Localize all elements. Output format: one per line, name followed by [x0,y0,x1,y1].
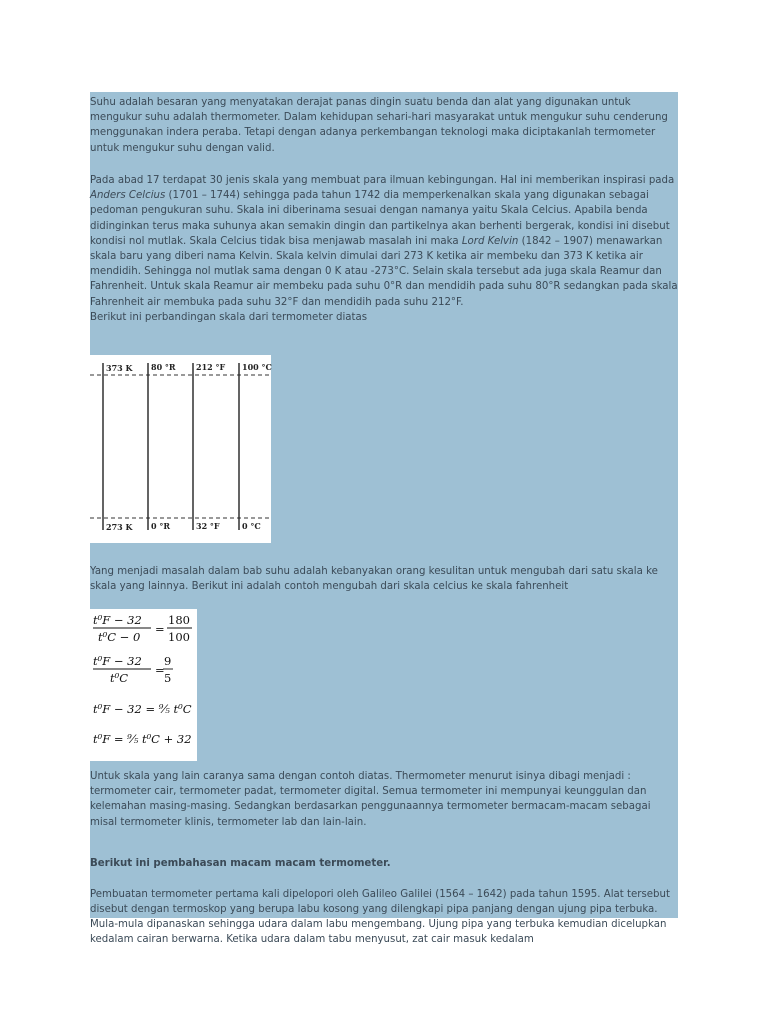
scale-bottom-reamur: 0 °R [151,521,170,531]
document-page [90,92,678,946]
galileo-text: Pembuatan termometer pertama kali dipelopori oleh Galileo Galilei (1564 – 1642) pada tahun 1595. Alat tersebut disebut dengan termoskop yang berupa labu kosong yang dilengkapi pipa panjang dengan ujung pipa terbuka. Mula-mula dipanaskan sehingga udara dalam labu mengembang. Ujung pipa yang terbuka kemudian dicelupkan kedalam cairan berwarna. Ketika udara dalam tabu menyusut, zat cair masuk kedalam [90,888,670,946]
formula-line4: t⁰F = ⁹⁄₅ t⁰C + 32 [93,732,192,746]
formula-line2-num: t⁰F − 32 [93,654,142,668]
history-text-d: Berikut ini perbandingan skala dari termometer diatas [90,311,368,323]
scale-top-kelvin: 373 K [106,363,133,373]
paragraph-galileo [90,841,680,963]
scale-top-celcius: 100 °C [242,362,272,372]
section-heading: Berikut ini pembahasan macam macam termometer. [90,858,391,870]
formula-line1-rhs-den: 100 [168,630,190,644]
paragraph-history [90,173,680,325]
formula-line2-den: t⁰C [110,671,129,685]
svg-text:=: = [155,622,165,636]
name-lord-kelvin: Lord Kelvin [461,235,519,247]
scale-bottom-celcius: 0 °C [242,521,261,531]
formula-line2-rhs-den: 5 [164,671,172,685]
formula-line2-rhs-num: 9 [164,654,172,668]
paragraph-types: Untuk skala yang lain caranya sama dengan contoh diatas. Thermometer menurut isinya dibagi menjadi : termometer cair, termometer padat, termometer digital. Semua termometer ini mempunyai keunggulan dan kelemahan masing-masing. Sedangkan berdasarkan penggunaannya termometer bermacam-macam sebagai misal termometer klinis, termometer lab dan lain-lain. [90,771,651,828]
celcius-fahrenheit-formula [90,609,197,761]
name-anders-celcius: Anders Celcius [90,190,166,202]
svg-text:=: = [155,663,165,677]
scale-bottom-fahrenheit: 32 °F [196,521,220,531]
history-text-c: (1842 – 1907) menawarkan skala baru yang diberi nama Kelvin. Skala kelvin dimulai dari 273 K ketika air membeku dan 373 K ketika air mendidih. Sehingga nol mutlak sama dengan 0 K atau -273°C. Selain skala tersebut ada juga skala Reamur dan Fahrenheit. Untuk skala Reamur air membeku pada suhu 0°R dan mendidih pada suhu 80°R sedangkan pada skala Fahrenheit air membuka pada suhu 32°F dan mendidih pada suhu 212°F. [90,235,678,308]
formula-line1-den: t⁰C − 0 [98,630,141,644]
scale-top-fahrenheit: 212 °F [196,362,226,372]
history-text-a: Pada abad 17 terdapat 30 jenis skala yang membuat para ilmuan kebingungan. Hal ini memberikan inspirasi pada [90,175,675,186]
formula-line1-num: t⁰F − 32 [93,613,142,627]
scale-bottom-kelvin: 273 K [106,522,133,532]
history-text-b: (1701 – 1744) sehingga pada tahun 1742 dia memperkenalkan skala yang digunakan sebagai pedoman pengukuran suhu. Skala ini diberinama sesuai dengan namanya yaitu Skala Celcius. Apabila benda didinginkan terus maka suhunya akan semakin dingin dan partikelnya akan berhenti bergerak, kondisi ini disebut kondisi nol mutlak. Skala Celcius tidak bisa menjawab masalah ini maka [90,190,670,247]
formula-line1-rhs-num: 180 [168,613,190,627]
paragraph-intro: Suhu adalah besaran yang menyatakan derajat panas dingin suatu benda dan alat yang digunakan untuk mengukur suhu adalah thermometer. Dalam kehidupan sehari-hari masyarakat untuk mengukur suhu cenderung menggunakan indera peraba. Tetapi dengan adanya perkembangan teknologi maka diciptakanlah termometer untuk mengukur suhu dengan valid. [90,97,668,154]
thermometer-scales-figure [90,355,271,543]
paragraph-conversion: Yang menjadi masalah dalam bab suhu adalah kebanyakan orang kesulitan untuk mengubah dari satu skala ke skala yang lainnya. Berikut ini adalah contoh mengubah dari skala celcius ke skala fahrenheit [90,566,658,593]
formula-line3: t⁰F − 32 = ⁹⁄₅ t⁰C [93,702,192,716]
scale-top-reamur: 80 °R [151,362,176,372]
